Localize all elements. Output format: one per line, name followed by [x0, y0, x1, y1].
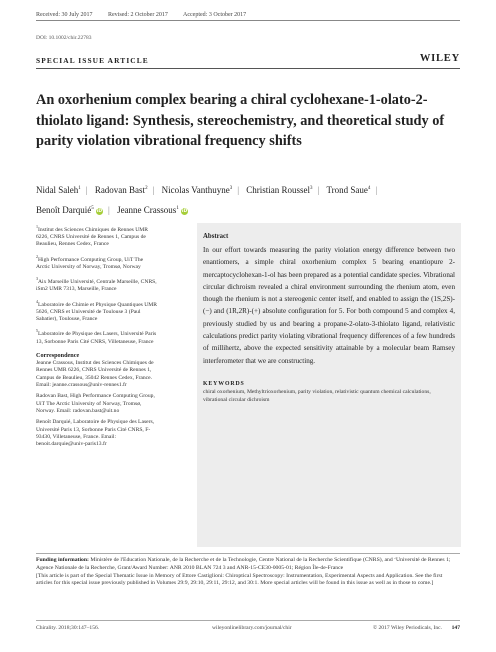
- affiliation: $^2$High Performance Computing Group, UiT The Arctic University of Norway, Tromsø, Norway: [36, 253, 144, 270]
- orcid-icon[interactable]: iD: [181, 208, 188, 214]
- author-list: Nidal Saleh$^1$ | Radovan Bast$^2$ | Nicolas Vanthuyne$^3$ | Christian Roussel$^3$ | Trond Saue$^4$ | Benoît Darquié$^5$ iD | Jeanne Crassous$^1$ iD: [36, 185, 378, 215]
- revised-date: Revised: 2 October 2017: [108, 12, 168, 18]
- correspondence: [36, 352, 158, 449]
- affiliation: $^5$Laboratoire de Physique des Lasers, Université Paris 13, Sorbonne Paris Cité CNRS, Villetaneuse, France: [36, 328, 157, 345]
- funding-text: Ministère de l'Education Nationale, de la Recherche et de la Technologie, Centre National de la Recherche Scientifique (CNRS), and ʻUniversité de Rennes 1; Agence Nationale de la Recherche, Grant/Award Number: ANR 2010 BLAN 724 3 and ANR-15-CE30-0005-01; Région Île-de-France: [36, 557, 451, 571]
- received-date: Received: 30 July 2017: [36, 12, 93, 18]
- author[interactable]: Nidal Saleh$^1$: [36, 185, 81, 195]
- abstract-text: In our effort towards measuring the parity violation energy difference between two enantiomers, a simple chiral oxorhenium complex 5 bearing enantiopure 2-mercaptocyclohexan-1-ol has been prepared as a potential candidate species. Vibrational circular dichroism revealed a chiral environment surrounding the rhenium atom, even though the rhenium is not a stereogenic center itself, and enabled to assign the (1S,2S)-(−) and (1R,2R)-(+) absolute configuration for 5. For both compound 5 and complex 4, previously studied by us and bearing a propane-2-olato-3-thiolato ligand, relativistic calculations predict parity violating vibrational frequency differences of a few hundreds of millihertz, above the expected sensitivity attainable by a molecular beam Ramsey interferometer that we are constructing.: [203, 246, 455, 365]
- author[interactable]: Jeanne Crassous$^1$ iD: [117, 204, 188, 215]
- article-history: [36, 12, 260, 18]
- doi[interactable]: DOI: 10.1002/chir.22783: [36, 35, 92, 41]
- author[interactable]: Benoît Darquié$^5$ iD: [36, 204, 103, 215]
- affiliation: $^3$Aix Marseille Université, Centrale Marseille, CNRS, iSm2 UMR 7313, Marseille, France: [36, 276, 157, 293]
- funding-label: Funding information:: [36, 557, 89, 563]
- funding-section: [36, 557, 460, 588]
- author[interactable]: Nicolas Vanthuyne$^3$: [161, 185, 233, 195]
- footer-divider: [36, 620, 460, 621]
- author[interactable]: Radovan Bast$^2$: [94, 185, 148, 195]
- correspondence-entry: Benoît Darquié, Laboratoire de Physique des Lasers, Université Paris 13, Sorbonne Paris Cité CNRS, F-93430, Villetaneuse, France. Email: benoit.darquie@univ-paris13.fr: [36, 419, 155, 448]
- accepted-date: Accepted: 3 October 2017: [183, 12, 247, 18]
- keywords-heading: KEYWORDS: [203, 380, 245, 387]
- abstract-box: [197, 223, 461, 547]
- citation: Chirality. 2018;30:147–156.: [36, 625, 100, 631]
- copyright: © 2017 Wiley Periodicals, Inc.: [372, 625, 442, 631]
- affiliations-column: [36, 223, 158, 452]
- correspondence-entry: Jeanne Crassous, Institut des Sciences Chimiques de Rennes UMR 6226, CNRS Université de Rennes 1, Campus de Beaulieu, 35042 Rennes Cedex, France. Email: jeanne.crassous@univ-rennes1.fr: [36, 360, 154, 389]
- correspondence-heading: Correspondence: [36, 351, 80, 359]
- section-divider: [36, 68, 460, 69]
- orcid-icon[interactable]: iD: [96, 208, 103, 214]
- funding-divider: [36, 553, 460, 554]
- abstract-heading: Abstract: [203, 233, 229, 240]
- affiliation: $^1$Institut des Sciences Chimiques de Rennes UMR 6226, CNRS Université de Rennes 1, Campus de Beaulieu, Rennes Cedex, France: [36, 224, 148, 248]
- section-label: SPECIAL ISSUE ARTICLE: [36, 56, 149, 65]
- affiliation: $^4$Laboratoire de Chimie et Physique Quantiques UMR 5626, CNRS et Université de Toulouse 3 (Paul Sabatier), Toulouse, France: [36, 298, 158, 323]
- page-number: 147: [451, 625, 460, 631]
- author[interactable]: Christian Roussel$^3$: [246, 185, 313, 195]
- correspondence-entry: Radovan Bast, High Performance Computing Group, UiT The Arctic University of Norway, Tromsø, Norway. Email: radovan.bast@uit.no: [36, 393, 155, 414]
- keywords-text: chiral oxorhenium, Methyltrioxorhenium, parity violation, relativistic quantum chemical calculations, vibrational circular dichroism: [203, 388, 431, 403]
- journal-link[interactable]: wileyonlinelibrary.com/journal/chir: [212, 625, 292, 631]
- publisher-logo: WILEY: [419, 53, 460, 64]
- header-divider: [36, 20, 460, 21]
- author[interactable]: Trond Saue$^4$: [326, 185, 371, 195]
- special-issue-note: [This article is part of the Special Thematic Issue in Memory of Ettore Castiglioni: Chiroptical Spectroscopy: Instrumentation, Experimental Aspects and Application. See the first articles for this special issue previously published in Volumes 29:9, 29:10, 29:11, 29:12, and 30:1. More special articles will be found in this issue as well as in those to come.]: [36, 572, 443, 587]
- article-title: An oxorhenium complex bearing a chiral cyclohexane-1-olato-2-thiolato ligand: Synthesis, stereochemistry, and theoretical study of parity violation vibrational frequency shifts: [36, 92, 445, 149]
